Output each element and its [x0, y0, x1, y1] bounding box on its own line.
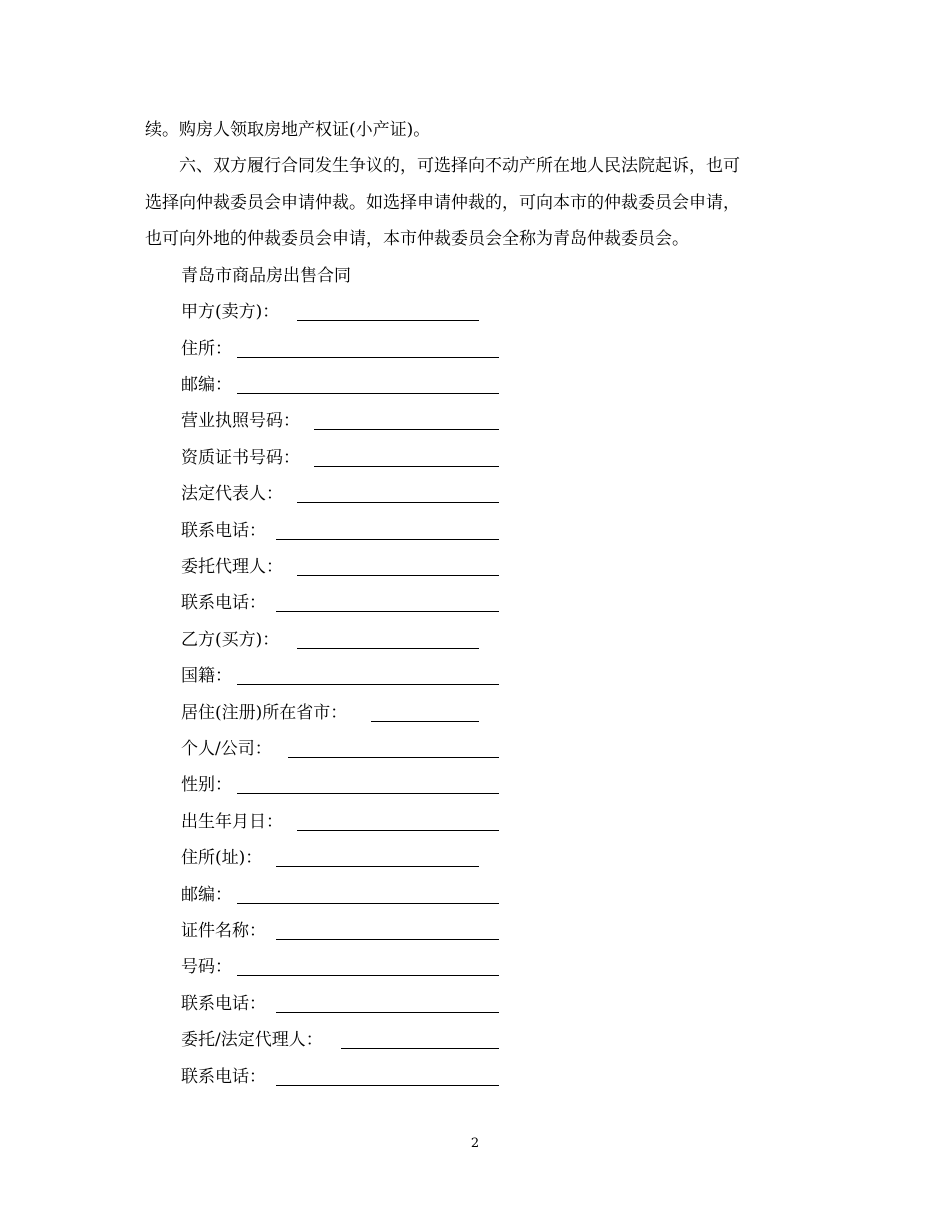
form-field-seller-phone: [181, 520, 266, 542]
field-label: 委托代理人：: [181, 557, 283, 577]
form-field-nationality: [181, 665, 232, 687]
form-field-buyer-postcode: [181, 884, 232, 906]
form-field-buyer: [181, 629, 279, 651]
field-label: 住所：: [181, 339, 232, 359]
fill-blank[interactable]: [297, 320, 479, 321]
paragraph-line: 也可向外地的仲裁委员会申请，本市仲裁委员会全称为青岛仲裁委员会。: [145, 229, 689, 250]
form-field-gender: [181, 774, 232, 796]
field-label: 联系电话：: [181, 521, 266, 541]
fill-blank[interactable]: [276, 939, 499, 940]
form-field-legal-representative: [181, 483, 283, 505]
field-label: 联系电话：: [181, 1067, 266, 1087]
contract-title: 青岛市商品房出售合同: [181, 266, 351, 286]
form-field-birth-date: [181, 811, 283, 833]
field-label: 性别：: [181, 775, 232, 795]
form-field-business-license: [181, 410, 300, 432]
field-label: 营业执照号码：: [181, 411, 300, 431]
paragraph-line: 六、双方履行合同发生争议的，可选择向不动产所在地人民法院起诉，也可: [179, 156, 740, 177]
fill-blank[interactable]: [297, 575, 499, 576]
fill-blank[interactable]: [237, 975, 499, 976]
field-label: 邮编：: [181, 885, 232, 905]
field-label: 证件名称：: [181, 921, 266, 941]
field-label: 甲方(卖方)：: [181, 302, 280, 322]
form-field-individual-company: [181, 738, 272, 760]
form-field-seller-agent: [181, 556, 283, 578]
form-field-buyer-phone: [181, 993, 266, 1015]
field-label: 国籍：: [181, 666, 232, 686]
page-number: 2: [470, 1136, 480, 1151]
form-field-seller-postcode: [181, 374, 232, 396]
form-field-seller: [181, 301, 279, 323]
fill-blank[interactable]: [297, 648, 479, 649]
fill-blank[interactable]: [276, 539, 499, 540]
form-field-seller-agent-phone: [181, 592, 266, 614]
fill-blank[interactable]: [341, 1048, 499, 1049]
field-label: 乙方(买方)：: [181, 630, 280, 650]
field-label: 联系电话：: [181, 593, 266, 613]
fill-blank[interactable]: [314, 429, 499, 430]
fill-blank[interactable]: [276, 866, 479, 867]
fill-blank[interactable]: [276, 1012, 499, 1013]
form-field-id-number: [181, 956, 232, 978]
form-field-buyer-agent: [181, 1029, 323, 1051]
fill-blank[interactable]: [237, 357, 499, 358]
field-label: 出生年月日：: [181, 812, 283, 832]
field-label: 资质证书号码：: [181, 448, 300, 468]
form-field-seller-address: [181, 338, 232, 360]
field-label: 法定代表人：: [181, 484, 283, 504]
fill-blank[interactable]: [297, 830, 499, 831]
form-field-residence-province: [181, 702, 347, 724]
fill-blank[interactable]: [237, 793, 499, 794]
paragraph-line: 选择向仲裁委员会申请仲裁。如选择申请仲裁的，可向本市的仲裁委员会申请，: [145, 192, 740, 213]
form-field-id-document-name: [181, 920, 266, 942]
fill-blank[interactable]: [288, 757, 499, 758]
field-label: 号码：: [181, 957, 232, 977]
fill-blank[interactable]: [297, 502, 499, 503]
field-label: 个人/公司：: [181, 739, 272, 759]
form-field-buyer-agent-phone: [181, 1066, 266, 1088]
contract-clause-text: [145, 112, 810, 258]
fill-blank[interactable]: [237, 393, 499, 394]
field-label: 居住(注册)所在省市：: [181, 703, 348, 723]
field-label: 联系电话：: [181, 994, 266, 1014]
paragraph-line: 续。购房人领取房地产权证(小产证)。: [145, 120, 431, 140]
form-field-buyer-address: [181, 847, 262, 869]
fill-blank[interactable]: [276, 611, 499, 612]
fill-blank[interactable]: [314, 466, 499, 467]
fill-blank[interactable]: [237, 684, 499, 685]
field-label: 住所(址)：: [181, 848, 263, 868]
field-label: 邮编：: [181, 375, 232, 395]
form-field-qualification-cert: [181, 447, 300, 469]
fill-blank[interactable]: [237, 903, 499, 904]
field-label: 委托/法定代理人：: [181, 1030, 323, 1050]
fill-blank[interactable]: [371, 721, 479, 722]
fill-blank[interactable]: [276, 1085, 499, 1086]
